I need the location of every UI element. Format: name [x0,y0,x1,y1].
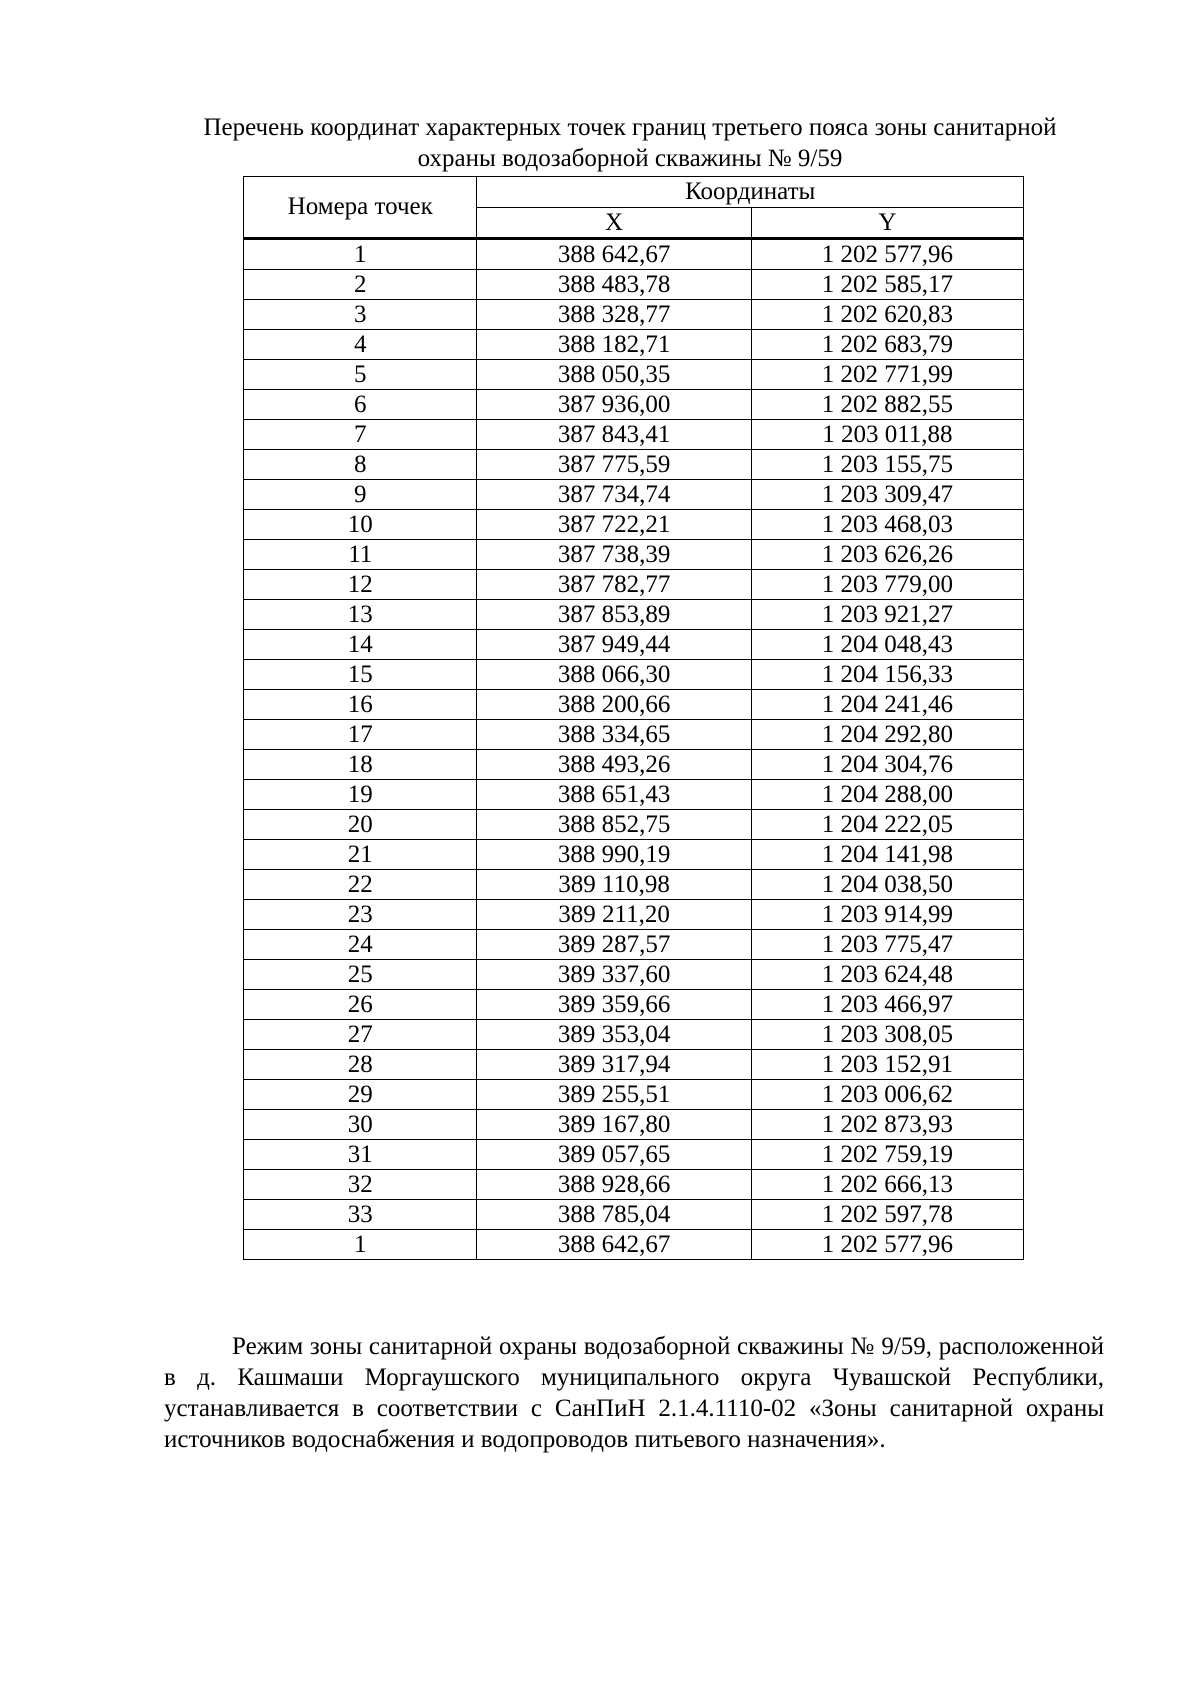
y-coordinate-cell: 1 204 241,46 [751,690,1023,720]
table-row [244,570,1024,600]
point-number-cell: 23 [244,900,477,930]
point-number-cell: 8 [244,450,477,480]
y-coordinate-cell: 1 202 683,79 [751,330,1023,360]
x-coordinate-cell: 388 651,43 [477,780,751,810]
point-number-cell: 1 [244,239,477,270]
y-coordinate-cell: 1 203 914,99 [751,900,1023,930]
table-row [244,239,1024,270]
x-coordinate-cell: 389 337,60 [477,960,751,990]
coordinates-table [243,176,1024,1260]
table-header [244,177,1024,239]
point-number-cell: 30 [244,1110,477,1140]
table-row [244,1170,1024,1200]
y-coordinate-cell: 1 203 308,05 [751,1020,1023,1050]
x-coordinate-cell: 387 738,39 [477,540,751,570]
table-row [244,1050,1024,1080]
x-coordinate-cell: 389 110,98 [477,870,751,900]
x-coordinate-cell: 387 775,59 [477,450,751,480]
x-coordinate-cell: 389 255,51 [477,1080,751,1110]
point-number-cell: 21 [244,840,477,870]
y-coordinate-cell: 1 203 309,47 [751,480,1023,510]
point-number-cell: 32 [244,1170,477,1200]
point-number-cell: 25 [244,960,477,990]
y-coordinate-cell: 1 204 048,43 [751,630,1023,660]
y-coordinate-cell: 1 203 468,03 [751,510,1023,540]
table-row [244,300,1024,330]
table-row [244,690,1024,720]
table-header-row-1 [244,177,1024,208]
point-number-cell: 22 [244,870,477,900]
table-row [244,960,1024,990]
y-coordinate-cell: 1 204 141,98 [751,840,1023,870]
point-number-cell: 4 [244,330,477,360]
y-coordinate-cell: 1 203 466,97 [751,990,1023,1020]
point-number-cell: 13 [244,600,477,630]
y-coordinate-cell: 1 204 156,33 [751,660,1023,690]
point-number-cell: 10 [244,510,477,540]
x-coordinate-cell: 389 167,80 [477,1110,751,1140]
table-row [244,1080,1024,1110]
x-coordinate-cell: 389 287,57 [477,930,751,960]
point-number-cell: 33 [244,1200,477,1230]
table-row [244,840,1024,870]
x-coordinate-cell: 388 642,67 [477,1230,751,1260]
x-coordinate-cell: 387 936,00 [477,390,751,420]
x-coordinate-cell: 388 493,26 [477,750,751,780]
point-number-cell: 24 [244,930,477,960]
header-x: X [477,208,751,239]
y-coordinate-cell: 1 202 873,93 [751,1110,1023,1140]
table-row [244,1110,1024,1140]
x-coordinate-cell: 387 853,89 [477,600,751,630]
y-coordinate-cell: 1 204 288,00 [751,780,1023,810]
point-number-cell: 6 [244,390,477,420]
point-number-cell: 14 [244,630,477,660]
y-coordinate-cell: 1 203 152,91 [751,1050,1023,1080]
x-coordinate-cell: 387 843,41 [477,420,751,450]
y-coordinate-cell: 1 202 771,99 [751,360,1023,390]
point-number-cell: 2 [244,270,477,300]
point-number-cell: 31 [244,1140,477,1170]
point-number-cell: 26 [244,990,477,1020]
x-coordinate-cell: 388 642,67 [477,239,751,270]
y-coordinate-cell: 1 203 011,88 [751,420,1023,450]
table-row [244,330,1024,360]
table-row [244,870,1024,900]
point-number-cell: 28 [244,1050,477,1080]
x-coordinate-cell: 388 852,75 [477,810,751,840]
point-number-cell: 15 [244,660,477,690]
y-coordinate-cell: 1 202 597,78 [751,1200,1023,1230]
y-coordinate-cell: 1 204 292,80 [751,720,1023,750]
table-row [244,660,1024,690]
y-coordinate-cell: 1 202 577,96 [751,239,1023,270]
table-row [244,930,1024,960]
y-coordinate-cell: 1 202 577,96 [751,1230,1023,1260]
y-coordinate-cell: 1 202 759,19 [751,1140,1023,1170]
x-coordinate-cell: 388 050,35 [477,360,751,390]
y-coordinate-cell: 1 203 006,62 [751,1080,1023,1110]
point-number-cell: 9 [244,480,477,510]
table-row [244,1230,1024,1260]
y-coordinate-cell: 1 204 304,76 [751,750,1023,780]
table-row [244,780,1024,810]
point-number-cell: 3 [244,300,477,330]
table-row [244,750,1024,780]
x-coordinate-cell: 388 182,71 [477,330,751,360]
point-number-cell: 27 [244,1020,477,1050]
title-line-2: охраны водозаборной скважины № 9/59 [417,145,843,172]
y-coordinate-cell: 1 202 882,55 [751,390,1023,420]
y-coordinate-cell: 1 203 155,75 [751,450,1023,480]
point-number-cell: 16 [244,690,477,720]
x-coordinate-cell: 388 785,04 [477,1200,751,1230]
table-row [244,510,1024,540]
title-line-1: Перечень координат характерных точек границ третьего пояса зоны санитарной [203,114,1057,141]
table-row [244,1020,1024,1050]
table-row [244,630,1024,660]
x-coordinate-cell: 388 990,19 [477,840,751,870]
x-coordinate-cell: 387 722,21 [477,510,751,540]
x-coordinate-cell: 388 066,30 [477,660,751,690]
y-coordinate-cell: 1 202 585,17 [751,270,1023,300]
table-row [244,450,1024,480]
x-coordinate-cell: 389 211,20 [477,900,751,930]
x-coordinate-cell: 387 782,77 [477,570,751,600]
table-row [244,720,1024,750]
table-row [244,270,1024,300]
y-coordinate-cell: 1 202 620,83 [751,300,1023,330]
table-row [244,990,1024,1020]
header-coordinates: Координаты [477,177,1024,208]
table-row [244,1140,1024,1170]
y-coordinate-cell: 1 202 666,13 [751,1170,1023,1200]
table-row [244,360,1024,390]
point-number-cell: 1 [244,1230,477,1260]
table-row [244,900,1024,930]
y-coordinate-cell: 1 204 222,05 [751,810,1023,840]
y-coordinate-cell: 1 204 038,50 [751,870,1023,900]
table-row [244,390,1024,420]
header-y: Y [751,208,1023,239]
document-title [160,112,1100,174]
x-coordinate-cell: 388 328,77 [477,300,751,330]
header-point-numbers: Номера точек [244,177,477,239]
table-row [244,480,1024,510]
point-number-cell: 19 [244,780,477,810]
x-coordinate-cell: 387 949,44 [477,630,751,660]
x-coordinate-cell: 388 200,66 [477,690,751,720]
x-coordinate-cell: 387 734,74 [477,480,751,510]
x-coordinate-cell: 389 317,94 [477,1050,751,1080]
table-row [244,810,1024,840]
point-number-cell: 17 [244,720,477,750]
table-row [244,1200,1024,1230]
point-number-cell: 12 [244,570,477,600]
table-row [244,420,1024,450]
point-number-cell: 29 [244,1080,477,1110]
x-coordinate-cell: 389 353,04 [477,1020,751,1050]
x-coordinate-cell: 388 483,78 [477,270,751,300]
point-number-cell: 18 [244,750,477,780]
y-coordinate-cell: 1 203 626,26 [751,540,1023,570]
point-number-cell: 11 [244,540,477,570]
point-number-cell: 20 [244,810,477,840]
x-coordinate-cell: 388 928,66 [477,1170,751,1200]
regime-paragraph: Режим зоны санитарной охраны водозаборной скважины № 9/59, расположенной в д. Кашмаши Моргаушского муниципального округа Чувашской Республики, устанавливается в соответствии с СанПиН 2.1.4.1110-02 «Зоны санитарной охраны источников водоснабжения и водопроводов питьевого назначения». [164,1333,1104,1453]
table-row [244,600,1024,630]
y-coordinate-cell: 1 203 624,48 [751,960,1023,990]
y-coordinate-cell: 1 203 779,00 [751,570,1023,600]
x-coordinate-cell: 389 057,65 [477,1140,751,1170]
x-coordinate-cell: 388 334,65 [477,720,751,750]
table-row [244,540,1024,570]
table-body [244,239,1024,1260]
point-number-cell: 7 [244,420,477,450]
x-coordinate-cell: 389 359,66 [477,990,751,1020]
y-coordinate-cell: 1 203 921,27 [751,600,1023,630]
y-coordinate-cell: 1 203 775,47 [751,930,1023,960]
point-number-cell: 5 [244,360,477,390]
